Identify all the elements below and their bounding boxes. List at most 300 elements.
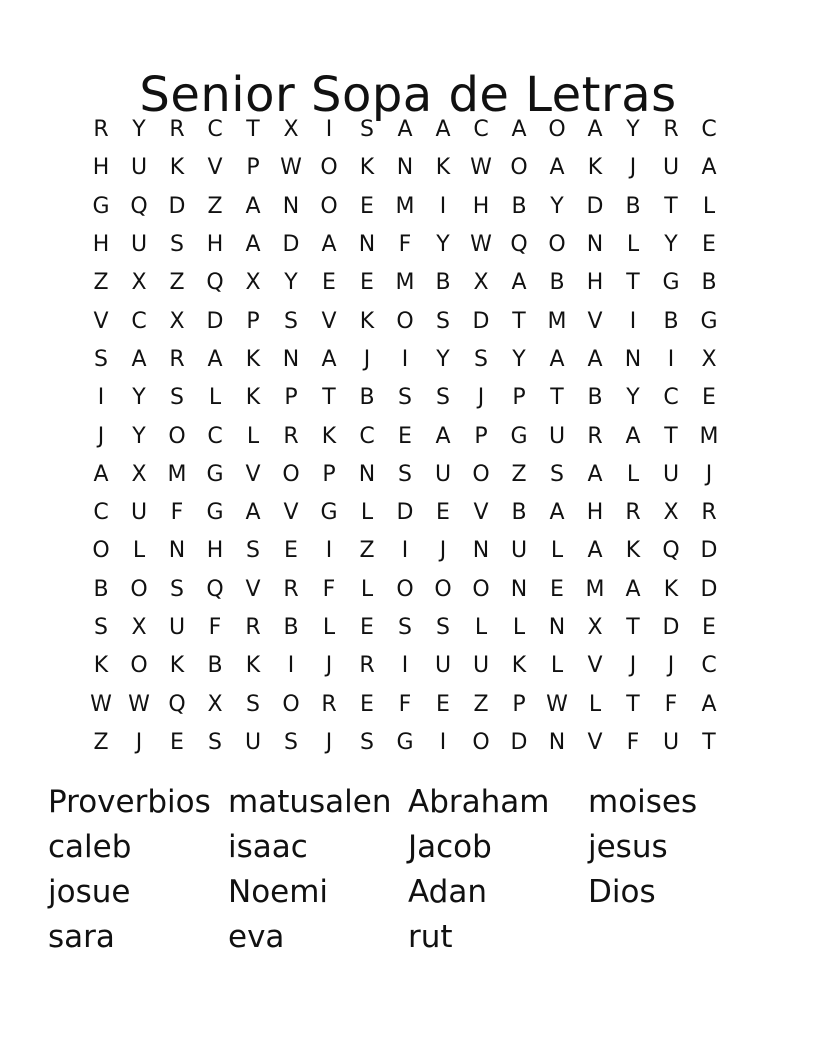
grid-letter: A: [587, 461, 603, 487]
grid-letter: L: [588, 691, 602, 717]
grid-letter: I: [97, 385, 105, 411]
grid-letter: O: [510, 155, 528, 181]
grid-letter: Y: [664, 232, 678, 258]
word-list-item: Dios: [588, 874, 656, 910]
grid-letter: L: [132, 538, 146, 564]
grid-letter: T: [702, 729, 716, 755]
grid-letter: W: [280, 155, 302, 181]
grid-letter: F: [398, 691, 412, 717]
grid-letter: Q: [510, 232, 528, 258]
grid-letter: O: [92, 538, 110, 564]
grid-letter: W: [90, 691, 112, 717]
grid-letter: Y: [436, 346, 450, 372]
grid-letter: I: [439, 193, 447, 219]
grid-letter: R: [701, 500, 717, 526]
grid-letter: N: [586, 232, 604, 258]
grid-letter: T: [550, 385, 564, 411]
grid-letter: I: [667, 346, 675, 372]
grid-letter: C: [207, 423, 223, 449]
word-list-item: matusalen: [228, 784, 392, 820]
grid-letter: V: [321, 308, 337, 334]
grid-letter: I: [287, 653, 295, 679]
grid-letter: S: [550, 461, 564, 487]
grid-letter: K: [359, 155, 375, 181]
grid-letter: G: [92, 193, 110, 219]
grid-letter: B: [663, 308, 679, 334]
grid-letter: Q: [206, 576, 224, 602]
grid-letter: K: [169, 155, 185, 181]
grid-letter: V: [207, 155, 223, 181]
grid-letter: Q: [206, 270, 224, 296]
grid-letter: N: [548, 729, 566, 755]
grid-letter: J: [667, 653, 675, 679]
grid-letter: J: [629, 653, 637, 679]
grid-letter: B: [511, 500, 527, 526]
grid-letter: O: [282, 461, 300, 487]
grid-letter: K: [625, 538, 641, 564]
grid-letter: D: [282, 232, 300, 258]
grid-letter: C: [359, 423, 375, 449]
grid-letter: U: [130, 500, 148, 526]
grid-letter: J: [629, 155, 637, 181]
grid-letter: A: [321, 232, 337, 258]
grid-letter: X: [701, 346, 717, 372]
grid-letter: M: [585, 576, 605, 602]
grid-letter: Y: [132, 423, 146, 449]
grid-letter: S: [474, 346, 488, 372]
grid-letter: N: [358, 461, 376, 487]
grid-letter: A: [625, 423, 641, 449]
grid-letter: A: [207, 346, 223, 372]
grid-letter: B: [701, 270, 717, 296]
grid-letter: O: [396, 576, 414, 602]
grid-letter: Y: [512, 346, 526, 372]
grid-letter: U: [662, 729, 680, 755]
grid-letter: W: [470, 155, 492, 181]
grid-letter: X: [283, 117, 299, 143]
grid-letter: H: [92, 232, 110, 258]
grid-letter: Z: [359, 538, 375, 564]
grid-letter: R: [321, 691, 337, 717]
grid-letter: Z: [207, 193, 223, 219]
grid-letter: A: [93, 461, 109, 487]
grid-letter: L: [360, 500, 374, 526]
grid-letter: Q: [168, 691, 186, 717]
grid-letter: N: [168, 538, 186, 564]
grid-letter: B: [359, 385, 375, 411]
grid-letter: V: [587, 653, 603, 679]
grid-letter: O: [548, 117, 566, 143]
grid-letter: K: [93, 653, 109, 679]
grid-letter: R: [359, 653, 375, 679]
letter-grid: [82, 111, 728, 762]
grid-letter: D: [700, 576, 718, 602]
grid-letter: E: [702, 615, 716, 640]
grid-letter: T: [626, 270, 640, 296]
grid-letter: H: [206, 232, 224, 258]
grid-letter: F: [398, 232, 412, 258]
grid-letter: B: [549, 270, 565, 296]
grid-letter: I: [401, 346, 409, 372]
grid-letter: S: [246, 691, 260, 717]
grid-letter: T: [246, 117, 260, 143]
grid-letter: L: [626, 461, 640, 487]
grid-letter: Z: [93, 729, 109, 755]
grid-letter: M: [547, 308, 567, 334]
grid-letter: C: [701, 117, 717, 143]
grid-letter: Z: [473, 691, 489, 717]
grid-letter: A: [245, 500, 261, 526]
grid-letter: M: [395, 193, 415, 219]
grid-letter: E: [322, 270, 336, 296]
grid-letter: V: [245, 576, 261, 602]
grid-letter: G: [700, 308, 718, 334]
grid-letter: K: [245, 653, 261, 679]
grid-letter: A: [511, 117, 527, 143]
grid-letter: O: [320, 155, 338, 181]
grid-letter: C: [93, 500, 109, 526]
grid-letter: N: [510, 576, 528, 602]
grid-letter: A: [131, 346, 147, 372]
grid-letter: F: [208, 615, 222, 640]
grid-letter: S: [398, 385, 412, 411]
grid-letter: U: [510, 538, 528, 564]
grid-letter: L: [208, 385, 222, 411]
grid-letter: A: [701, 155, 717, 181]
grid-letter: B: [207, 653, 223, 679]
grid-letter: H: [472, 193, 490, 219]
grid-letter: P: [284, 385, 298, 411]
grid-letter: S: [246, 538, 260, 564]
grid-letter: N: [282, 193, 300, 219]
grid-letter: C: [131, 308, 147, 334]
grid-letter: A: [625, 576, 641, 602]
grid-letter: D: [586, 193, 604, 219]
grid-letter: R: [245, 615, 261, 640]
grid-letter: E: [170, 729, 184, 755]
grid-letter: C: [207, 117, 223, 143]
grid-letter: E: [360, 270, 374, 296]
grid-letter: S: [170, 385, 184, 411]
grid-letter: M: [395, 270, 415, 296]
grid-letter: X: [131, 270, 147, 296]
grid-letter: J: [325, 653, 333, 679]
grid-letter: S: [284, 308, 298, 334]
grid-letter: E: [550, 576, 564, 602]
grid-letter: U: [244, 729, 262, 755]
grid-letter: U: [168, 615, 186, 640]
grid-letter: U: [472, 653, 490, 679]
grid-letter: S: [94, 346, 108, 372]
grid-letter: A: [587, 538, 603, 564]
grid-letter: Z: [511, 461, 527, 487]
grid-letter: Z: [169, 270, 185, 296]
grid-letter: U: [130, 232, 148, 258]
grid-letter: P: [512, 691, 526, 717]
grid-letter: X: [131, 615, 147, 640]
grid-letter: R: [625, 500, 641, 526]
grid-letter: P: [246, 155, 260, 181]
grid-letter: I: [401, 538, 409, 564]
grid-letter: J: [135, 729, 143, 755]
grid-letter: L: [246, 423, 260, 449]
grid-letter: H: [586, 500, 604, 526]
grid-letter: R: [93, 117, 109, 143]
grid-letter: T: [626, 615, 640, 640]
grid-letter: O: [282, 691, 300, 717]
grid-letter: O: [548, 232, 566, 258]
grid-letter: X: [663, 500, 679, 526]
grid-letter: Y: [132, 385, 146, 411]
grid-letter: V: [473, 500, 489, 526]
grid-letter: U: [434, 461, 452, 487]
grid-letter: H: [206, 538, 224, 564]
grid-letter: D: [396, 500, 414, 526]
grid-letter: K: [245, 346, 261, 372]
grid-letter: U: [662, 461, 680, 487]
grid-letter: R: [283, 576, 299, 602]
grid-letter: L: [550, 538, 564, 564]
grid-letter: O: [130, 653, 148, 679]
grid-letter: I: [325, 117, 333, 143]
page-title: Senior Sopa de Letras: [139, 67, 677, 124]
grid-letter: S: [436, 385, 450, 411]
grid-letter: O: [130, 576, 148, 602]
word-list: [48, 780, 768, 960]
grid-letter: A: [435, 423, 451, 449]
grid-letter: X: [473, 270, 489, 296]
grid-letter: L: [512, 615, 526, 640]
grid-letter: I: [629, 308, 637, 334]
grid-letter: V: [283, 500, 299, 526]
grid-letter: T: [626, 691, 640, 717]
grid-letter: X: [169, 308, 185, 334]
word-list-item: moises: [588, 784, 698, 820]
grid-letter: E: [436, 691, 450, 717]
grid-letter: Y: [626, 385, 640, 411]
grid-letter: N: [624, 346, 642, 372]
grid-letter: B: [587, 385, 603, 411]
grid-letter: Y: [436, 232, 450, 258]
grid-letter: G: [206, 500, 224, 526]
grid-letter: O: [472, 576, 490, 602]
grid-letter: F: [664, 691, 678, 717]
grid-letter: K: [435, 155, 451, 181]
grid-letter: S: [94, 615, 108, 640]
grid-letter: U: [662, 155, 680, 181]
grid-letter: G: [396, 729, 414, 755]
grid-letter: E: [360, 615, 374, 640]
word-list-item: Adan: [408, 874, 487, 910]
grid-letter: S: [436, 615, 450, 640]
grid-letter: O: [434, 576, 452, 602]
word-list-item: Proverbios: [48, 784, 211, 820]
grid-letter: E: [436, 500, 450, 526]
grid-letter: V: [93, 308, 109, 334]
grid-letter: I: [439, 729, 447, 755]
grid-letter: J: [705, 461, 713, 487]
grid-letter: A: [397, 117, 413, 143]
word-list-item: rut: [408, 919, 453, 955]
grid-letter: S: [398, 615, 412, 640]
grid-letter: P: [322, 461, 336, 487]
grid-letter: J: [325, 729, 333, 755]
grid-letter: S: [436, 308, 450, 334]
grid-letter: Y: [284, 270, 298, 296]
grid-letter: A: [435, 117, 451, 143]
grid-letter: A: [549, 500, 565, 526]
grid-letter: F: [322, 576, 336, 602]
word-list-item: Noemi: [228, 874, 329, 910]
grid-letter: K: [587, 155, 603, 181]
grid-letter: N: [548, 615, 566, 640]
grid-letter: A: [549, 155, 565, 181]
grid-letter: A: [245, 232, 261, 258]
grid-letter: X: [131, 461, 147, 487]
grid-letter: K: [169, 653, 185, 679]
grid-letter: X: [207, 691, 223, 717]
grid-letter: O: [396, 308, 414, 334]
grid-letter: E: [702, 232, 716, 258]
grid-letter: Q: [662, 538, 680, 564]
grid-letter: A: [321, 346, 337, 372]
grid-letter: D: [662, 615, 680, 640]
grid-letter: T: [664, 423, 678, 449]
grid-letter: I: [325, 538, 333, 564]
grid-letter: A: [587, 346, 603, 372]
grid-letter: N: [396, 155, 414, 181]
grid-letter: B: [93, 576, 109, 602]
grid-letter: J: [363, 346, 371, 372]
grid-letter: O: [472, 461, 490, 487]
word-list-item: isaac: [228, 829, 308, 865]
grid-letter: A: [245, 193, 261, 219]
grid-letter: B: [283, 615, 299, 640]
grid-letter: G: [510, 423, 528, 449]
grid-letter: E: [360, 193, 374, 219]
grid-letter: T: [322, 385, 336, 411]
grid-letter: S: [398, 461, 412, 487]
grid-letter: W: [470, 232, 492, 258]
grid-letter: J: [97, 423, 105, 449]
grid-letter: O: [168, 423, 186, 449]
grid-letter: K: [663, 576, 679, 602]
grid-letter: L: [626, 232, 640, 258]
grid-letter: R: [283, 423, 299, 449]
grid-letter: Y: [132, 117, 146, 143]
grid-letter: F: [170, 500, 184, 526]
grid-letter: G: [662, 270, 680, 296]
grid-letter: B: [511, 193, 527, 219]
grid-letter: D: [510, 729, 528, 755]
word-list-item: jesus: [588, 829, 668, 865]
grid-letter: K: [321, 423, 337, 449]
grid-letter: D: [206, 308, 224, 334]
grid-letter: A: [511, 270, 527, 296]
grid-letter: Q: [130, 193, 148, 219]
grid-letter: D: [472, 308, 490, 334]
grid-letter: E: [284, 538, 298, 564]
grid-letter: W: [546, 691, 568, 717]
grid-letter: Y: [550, 193, 564, 219]
grid-letter: F: [626, 729, 640, 755]
grid-letter: P: [512, 385, 526, 411]
grid-letter: P: [474, 423, 488, 449]
grid-letter: A: [549, 346, 565, 372]
grid-letter: P: [246, 308, 260, 334]
grid-letter: N: [472, 538, 490, 564]
grid-letter: G: [206, 461, 224, 487]
grid-letter: S: [360, 729, 374, 755]
grid-letter: L: [550, 653, 564, 679]
grid-letter: N: [358, 232, 376, 258]
grid-letter: O: [320, 193, 338, 219]
grid-letter: R: [663, 117, 679, 143]
grid-letter: V: [245, 461, 261, 487]
grid-letter: V: [587, 308, 603, 334]
grid-letter: S: [360, 117, 374, 143]
grid-letter: O: [472, 729, 490, 755]
grid-letter: Z: [93, 270, 109, 296]
grid-letter: V: [587, 729, 603, 755]
grid-letter: R: [169, 117, 185, 143]
grid-letter: T: [664, 193, 678, 219]
grid-letter: L: [474, 615, 488, 640]
grid-letter: X: [245, 270, 261, 296]
word-list-item: Jacob: [408, 829, 492, 865]
grid-letter: H: [586, 270, 604, 296]
grid-letter: N: [282, 346, 300, 372]
grid-letter: G: [320, 500, 338, 526]
grid-letter: E: [702, 385, 716, 411]
grid-letter: U: [548, 423, 566, 449]
word-list-item: josue: [48, 874, 131, 910]
grid-letter: W: [128, 691, 150, 717]
grid-letter: B: [625, 193, 641, 219]
grid-letter: S: [170, 232, 184, 258]
grid-letter: E: [398, 423, 412, 449]
grid-letter: K: [245, 385, 261, 411]
grid-letter: B: [435, 270, 451, 296]
grid-letter: C: [701, 653, 717, 679]
grid-letter: S: [284, 729, 298, 755]
grid-letter: R: [587, 423, 603, 449]
grid-letter: M: [167, 461, 187, 487]
grid-letter: K: [359, 308, 375, 334]
grid-letter: S: [208, 729, 222, 755]
grid-letter: S: [170, 576, 184, 602]
grid-letter: C: [473, 117, 489, 143]
grid-letter: D: [700, 538, 718, 564]
grid-letter: A: [587, 117, 603, 143]
grid-letter: H: [92, 155, 110, 181]
grid-letter: Y: [626, 117, 640, 143]
word-list-item: caleb: [48, 829, 132, 865]
grid-letter: R: [169, 346, 185, 372]
grid-letter: K: [511, 653, 527, 679]
grid-letter: E: [360, 691, 374, 717]
grid-letter: A: [701, 691, 717, 717]
grid-letter: U: [434, 653, 452, 679]
grid-letter: C: [663, 385, 679, 411]
grid-letter: D: [168, 193, 186, 219]
word-list-item: eva: [228, 919, 285, 955]
grid-letter: J: [477, 385, 485, 411]
grid-letter: X: [587, 615, 603, 640]
grid-letter: T: [512, 308, 526, 334]
grid-letter: U: [130, 155, 148, 181]
grid-letter: L: [702, 193, 716, 219]
